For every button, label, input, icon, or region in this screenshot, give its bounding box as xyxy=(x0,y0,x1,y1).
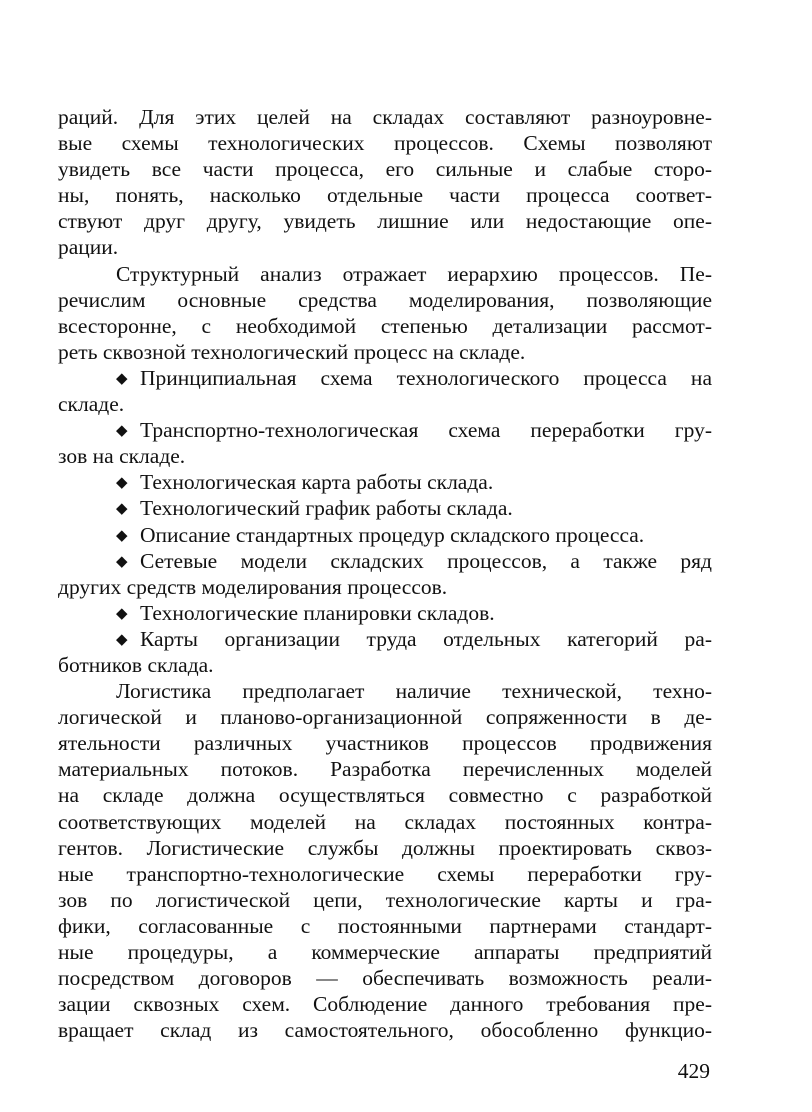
text-line-content: реть сквозной технологический процесс на складе. xyxy=(58,339,526,364)
text-line xyxy=(58,704,712,730)
bullet-item xyxy=(58,548,712,600)
text-line xyxy=(58,522,712,548)
text-line-content: других средств моделирования процессов. xyxy=(58,574,448,599)
bullet-item xyxy=(58,495,712,521)
text-line-content: зов на складе. xyxy=(58,444,186,469)
text-line xyxy=(58,730,712,756)
text-line xyxy=(58,208,712,234)
text-line xyxy=(58,339,712,365)
text-line-content: гентов. Логистические службы должны проектировать сквоз- xyxy=(58,835,712,860)
text-line xyxy=(58,1017,712,1043)
text-line xyxy=(58,156,712,182)
text-line xyxy=(58,861,712,887)
text-line xyxy=(58,548,712,574)
text-line xyxy=(58,104,712,130)
diamond-bullet-icon: ◆ xyxy=(116,603,128,622)
text-line-content: ные транспортно-технологические схемы переработки гру- xyxy=(58,861,712,886)
text-line-content: на складе должна осуществляться совместно с разработкой xyxy=(58,783,712,808)
text-line xyxy=(58,782,712,808)
bullet-item xyxy=(58,469,712,495)
text-line xyxy=(58,495,712,521)
text-line-content: складе. xyxy=(58,392,125,417)
diamond-bullet-icon: ◆ xyxy=(116,551,128,570)
text-line-content: вые схемы технологических процессов. Схемы позволяют xyxy=(58,131,712,156)
text-line-content: Технологический график работы склада. xyxy=(140,496,513,521)
diamond-bullet-icon: ◆ xyxy=(116,473,128,492)
paragraph xyxy=(58,104,712,261)
diamond-bullet-icon: ◆ xyxy=(116,368,128,387)
text-line xyxy=(58,678,712,704)
text-line xyxy=(58,756,712,782)
text-line xyxy=(58,234,712,260)
text-line-content: ствуют друг другу, увидеть лишние или недостающие опе- xyxy=(58,209,712,234)
text-line xyxy=(58,417,712,443)
text-line xyxy=(58,600,712,626)
bullet-item xyxy=(58,600,712,626)
text-line xyxy=(58,809,712,835)
text-line xyxy=(58,287,712,313)
text-line-content: Описание стандартных процедур складского процесса. xyxy=(140,522,645,547)
text-line-content: Сетевые модели складских процессов, а также ряд xyxy=(140,548,712,573)
diamond-bullet-icon: ◆ xyxy=(116,499,128,518)
text-line xyxy=(58,130,712,156)
diamond-bullet-icon: ◆ xyxy=(116,421,128,440)
text-line-content: логической и планово-организационной сопряженности в де- xyxy=(58,705,712,730)
text-line xyxy=(58,626,712,652)
text-line-content: увидеть все части процесса, его сильные и слабые сторо- xyxy=(58,157,712,182)
text-line xyxy=(58,574,712,600)
bullet-item xyxy=(58,626,712,678)
text-line xyxy=(58,365,712,391)
text-line-content: ные процедуры, а коммерческие аппараты предприятий xyxy=(58,940,712,964)
text-line-content: Технологическая карта работы склада. xyxy=(140,470,494,495)
text-line xyxy=(58,887,712,913)
text-line xyxy=(58,391,712,417)
text-line xyxy=(58,652,712,678)
bullet-item xyxy=(58,365,712,417)
bullet-item xyxy=(58,417,712,469)
text-line xyxy=(58,913,712,939)
text-line-content: зов по логистической цепи, технологические карты и гра- xyxy=(58,887,712,912)
text-line-content: соответствующих моделей на складах постоянных контра- xyxy=(58,809,712,834)
text-line-content: ны, понять, насколько отдельные части процесса соответ- xyxy=(58,183,712,208)
bullet-item xyxy=(58,522,712,548)
page-body xyxy=(58,104,712,1043)
text-line xyxy=(58,991,712,1017)
text-line-content: ботников склада. xyxy=(58,652,214,677)
text-line-content: Логистика предполагает наличие технической, техно- xyxy=(116,679,712,704)
text-line xyxy=(58,443,712,469)
text-line xyxy=(58,939,712,965)
text-line-content: рации. xyxy=(58,235,119,260)
diamond-bullet-icon: ◆ xyxy=(116,525,128,544)
text-line-content: всесторонне, с необходимой степенью детализации рассмот- xyxy=(58,313,712,338)
text-line xyxy=(58,965,712,991)
paragraph xyxy=(58,678,712,1043)
text-line-content: вращает склад из самостоятельного, обособленно функцио- xyxy=(58,1018,712,1043)
text-line-content: ятельности различных участников процессов продвижения xyxy=(58,731,712,756)
text-line-content: посредством договоров — обеспечивать возможность реали- xyxy=(58,966,712,991)
text-line-content: материальных потоков. Разработка перечисленных моделей xyxy=(58,757,712,782)
text-line-content: Технологические планировки складов. xyxy=(140,600,495,625)
text-line-content: Структурный анализ отражает иерархию процессов. Пе- xyxy=(116,261,712,286)
text-line-content: зации сквозных схем. Соблюдение данного требования пре- xyxy=(58,992,712,1017)
text-line-content: раций. Для этих целей на складах составляют разноуровне- xyxy=(58,105,712,129)
text-line-content: речислим основные средства моделирования, позволяющие xyxy=(58,287,712,312)
text-line xyxy=(58,182,712,208)
page-number: 429 xyxy=(677,1059,710,1083)
text-line-content: фики, согласованные с постоянными партнерами стандарт- xyxy=(58,913,712,938)
text-line-content: Принципиальная схема технологического процесса на xyxy=(140,365,712,390)
text-line xyxy=(58,313,712,339)
text-line-content: Карты организации труда отдельных категорий ра- xyxy=(140,626,712,651)
text-line xyxy=(58,469,712,495)
diamond-bullet-icon: ◆ xyxy=(116,629,128,648)
text-line-content: Транспортно-технологическая схема переработки гру- xyxy=(140,418,712,443)
paragraph xyxy=(58,261,712,365)
text-line xyxy=(58,835,712,861)
text-line xyxy=(58,261,712,287)
